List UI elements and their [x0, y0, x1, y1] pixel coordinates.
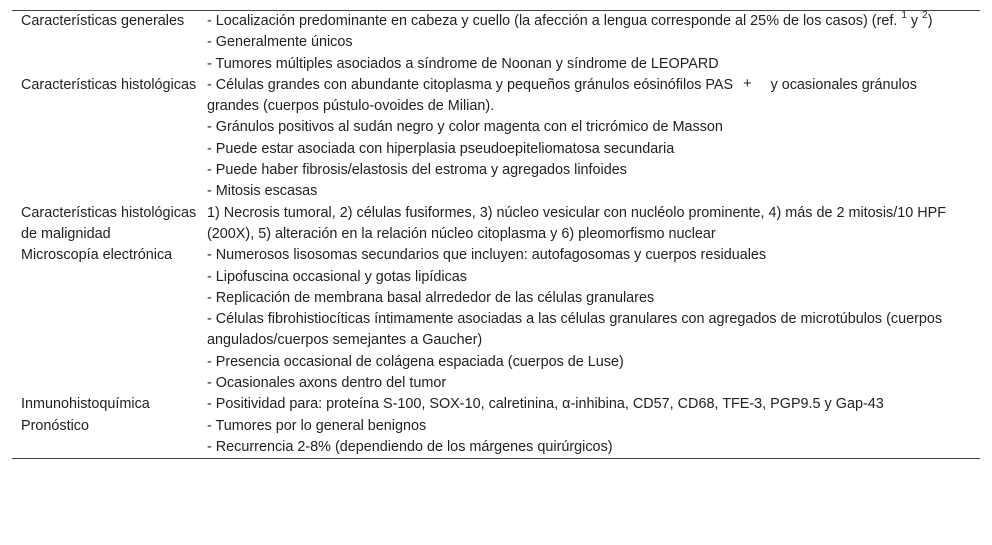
table-row: [12, 203, 980, 246]
content-line: - Localización predominante en cabeza y cuello (la afección a lengua corresponde al 25% de los casos) (ref. $^1$ y $^2$): [207, 10, 933, 29]
row-content: [207, 203, 980, 246]
table-row: [12, 11, 980, 75]
content-line: - Positividad para: proteína S-100, SOX-10, calretinina, α-inhibina, CD57, CD68, TFE-3, PGP9.5 y Gap-43: [207, 396, 884, 413]
pas-positive-sign: +: [743, 75, 752, 92]
content-line: - Generalmente únicos: [207, 34, 353, 51]
content-line: - Mitosis escasas: [207, 183, 318, 200]
table-row: [12, 75, 980, 203]
content-line: - Gránulos positivos al sudán negro y color magenta con el tricrómico de Masson: [207, 119, 723, 136]
content-line: - Presencia occasional de colágena espaciada (cuerpos de Luse): [207, 353, 624, 370]
content-line: - Tumores múltiples asociados a síndrome de Noonan y síndrome de LEOPARD: [207, 55, 719, 72]
content-line: - Numerosos lisosomas secundarios que incluyen: autofagosomas y cuerpos residuales: [207, 247, 767, 264]
row-content: [207, 394, 980, 415]
content-line: - Ocasionales axons dentro del tumor: [207, 375, 447, 392]
content-line: 1) Necrosis tumoral, 2) células fusiformes, 3) núcleo vesicular con nucléolo prominente, 4) más de 2 mitosis/10 HPF (200X), 5) alteración en la relación núcleo citoplasma y 6) pleomorfismo nuclear: [207, 204, 947, 242]
content-line: - Células grandes con abundante citoplasma y pequeños gránulos eósinófilos PAS + y ocasionales gránulos grandes (cuerpos pústulo-ovoides de Milian).: [207, 75, 917, 115]
content-line: - Puede estar asociada con hiperplasia pseudoepiteliomatosa secundaria: [207, 140, 675, 157]
table-row: [12, 394, 980, 415]
row-label: Características histológicas: [21, 76, 197, 93]
row-content: [207, 11, 980, 75]
content-line: - Lipofuscina occasional y gotas lipídicas: [207, 268, 467, 285]
row-label: Inmunohistoquímica: [21, 396, 150, 413]
features-table: [12, 10, 980, 459]
row-content: [207, 75, 980, 203]
row-label: Pronóstico: [21, 417, 89, 434]
reference: (ref. $^1$ y $^2$): [871, 10, 933, 29]
row-content: [207, 416, 980, 459]
row-content: [207, 245, 980, 394]
row-label: Características generales: [21, 13, 185, 29]
table-row: [12, 245, 980, 394]
content-line: - Replicación de membrana basal alrrededor de las células granulares: [207, 289, 655, 306]
reference-2: 2: [922, 10, 928, 22]
row-label: Microscopía electrónica: [21, 247, 173, 264]
content-line: - Puede haber fibrosis/elastosis del estroma y agregados linfoides: [207, 162, 627, 179]
content-line: - Tumores por lo general benignos: [207, 417, 427, 434]
table-row: [12, 416, 980, 459]
row-label: Características histológicas de malignidad: [21, 204, 197, 242]
content-line: - Recurrencia 2-8% (dependiendo de los márgenes quirúrgicos): [207, 438, 613, 455]
reference-1: 1: [901, 10, 907, 22]
content-line: - Células fibrohistiocíticas íntimamente asociadas a las células granulares con agregados de microtúbulos (cuerpos angulados/cuerpos semejantes a Gaucher): [207, 311, 943, 349]
